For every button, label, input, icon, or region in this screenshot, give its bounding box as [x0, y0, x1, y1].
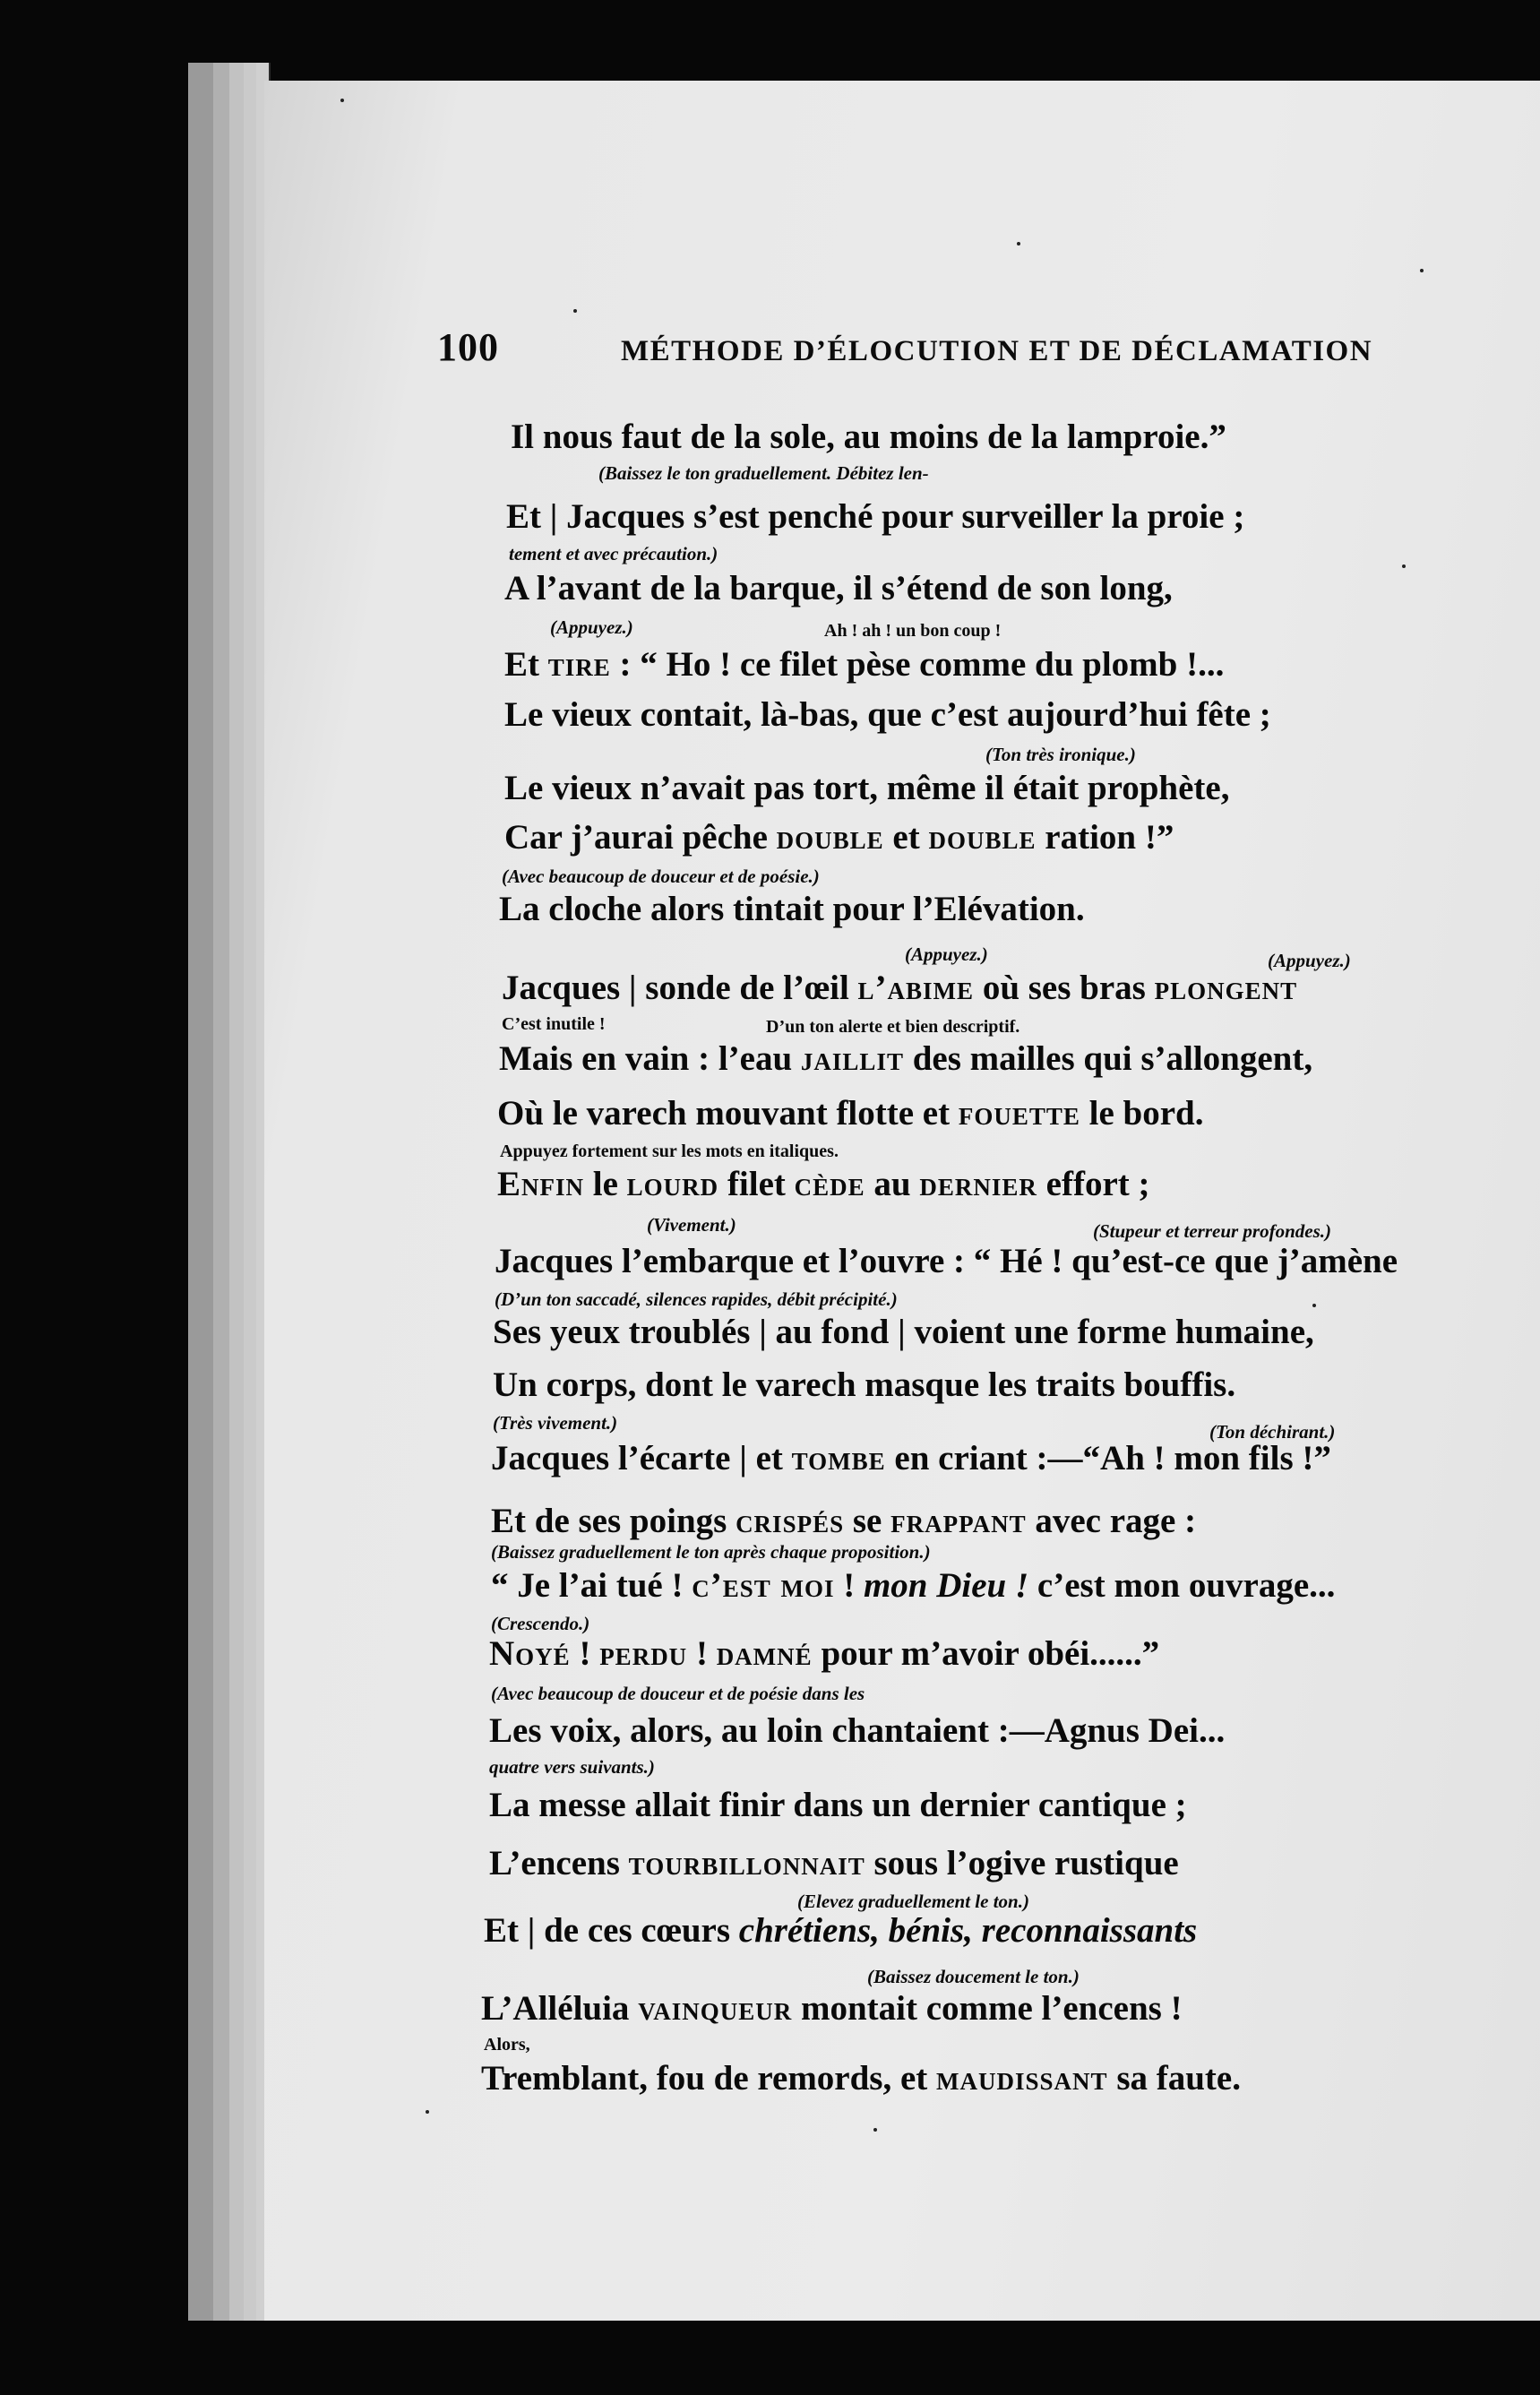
poem-line: Tremblant, fou de remords, et maudissant sa faute. [481, 2059, 1241, 2098]
running-title: MÉTHODE D’ÉLOCUTION ET DE DÉCLAMATION [621, 335, 1373, 367]
poem-line: Les voix, alors, au loin chantaient :—Agnus Dei... [489, 1711, 1226, 1750]
poem-line: Et de ses poings crispés se frappant avec rage : [491, 1502, 1197, 1540]
poem-line: L’Alléluia vainqueur montait comme l’encens ! [481, 1989, 1183, 2028]
poem-line: Jacques l’écarte | et tombe en criant :—“Ah ! mon fils !” [491, 1439, 1331, 1477]
stage-annotation: (Elevez graduellement le ton.) [797, 1891, 1029, 1912]
poem-line: Ses yeux troublés | au fond | voient une forme humaine, [493, 1313, 1314, 1351]
stage-annotation: C’est inutile ! [502, 1014, 606, 1034]
poem-line: Le vieux contait, là-bas, que c’est aujourd’hui fête ; [504, 695, 1271, 734]
stage-annotation: (Appuyez.) [905, 943, 988, 965]
poem-line: Le vieux n’avait pas tort, même il était prophète, [504, 769, 1230, 807]
stage-annotation: (Ton déchirant.) [1209, 1421, 1336, 1443]
stage-annotation: Ah ! ah ! un bon coup ! [824, 621, 1002, 641]
stage-annotation: (Baissez le ton graduellement. Débitez len- [598, 462, 929, 484]
poem-line: Il nous faut de la sole, au moins de la lamproie.” [511, 418, 1226, 456]
stage-annotation: (Appuyez.) [550, 616, 633, 638]
poem-line: La cloche alors tintait pour l’Elévation. [499, 890, 1085, 928]
poem-line: Où le varech mouvant flotte et fouette le bord. [497, 1094, 1204, 1133]
stage-annotation: quatre vers suivants.) [489, 1756, 655, 1778]
poem-line: “ Je l’ai tué ! c’est moi ! mon Dieu ! c’est mon ouvrage... [491, 1566, 1336, 1605]
poem-line: Enfin le lourd filet cède au dernier effort ; [497, 1165, 1150, 1203]
poem-line: Noyé ! perdu ! damné pour m’avoir obéi......” [489, 1634, 1160, 1673]
stage-annotation: (D’un ton saccadé, silences rapides, débit précipité.) [495, 1288, 898, 1310]
stage-annotation: (Avec beaucoup de douceur et de poésie dans les [491, 1683, 865, 1704]
stage-annotation: (Avec beaucoup de douceur et de poésie.) [502, 866, 820, 887]
poem-line: Jacques l’embarque et l’ouvre : “ Hé ! qu’est-ce que j’amène [495, 1242, 1398, 1280]
stage-annotation: Appuyez fortement sur les mots en italiques. [500, 1142, 839, 1161]
poem-line: Un corps, dont le varech masque les traits bouffis. [493, 1365, 1236, 1404]
poem-line: L’encens tourbillonnait sous l’ogive rustique [489, 1844, 1179, 1882]
stage-annotation: (Appuyez.) [1268, 950, 1351, 971]
poem-line: La messe allait finir dans un dernier cantique ; [489, 1786, 1187, 1824]
stage-annotation: tement et avec précaution.) [509, 543, 718, 564]
poem-line: Mais en vain : l’eau jaillit des mailles qui s’allongent, [499, 1039, 1313, 1078]
stage-annotation: (Vivement.) [647, 1214, 736, 1236]
stage-annotation: (Très vivement.) [493, 1412, 618, 1434]
stage-annotation: (Baissez doucement le ton.) [867, 1966, 1080, 1987]
stage-annotation: (Crescendo.) [491, 1613, 590, 1634]
poem-line: Car j’aurai pêche double et double ration !” [504, 818, 1174, 857]
poem-line: Et tire : “ Ho ! ce filet pèse comme du plomb !... [504, 645, 1225, 684]
stage-annotation: Alors, [484, 2035, 530, 2055]
stage-annotation: (Ton très ironique.) [985, 744, 1136, 765]
poem-line: Jacques | sonde de l’œil l’abime où ses bras plongent [502, 969, 1298, 1007]
page-number: 100 [437, 325, 499, 369]
poem-line: Et | de ces cœurs chrétiens, bénis, reconnaissants [484, 1911, 1198, 1950]
stage-annotation: (Baissez graduellement le ton après chaque proposition.) [491, 1541, 931, 1563]
stage-annotation: D’un ton alerte et bien descriptif. [766, 1017, 1020, 1037]
poem-line: Et | Jacques s’est penché pour surveiller la proie ; [506, 497, 1245, 536]
stage-annotation: (Stupeur et terreur profondes.) [1093, 1220, 1332, 1242]
poem-line: A l’avant de la barque, il s’étend de son long, [504, 569, 1173, 607]
